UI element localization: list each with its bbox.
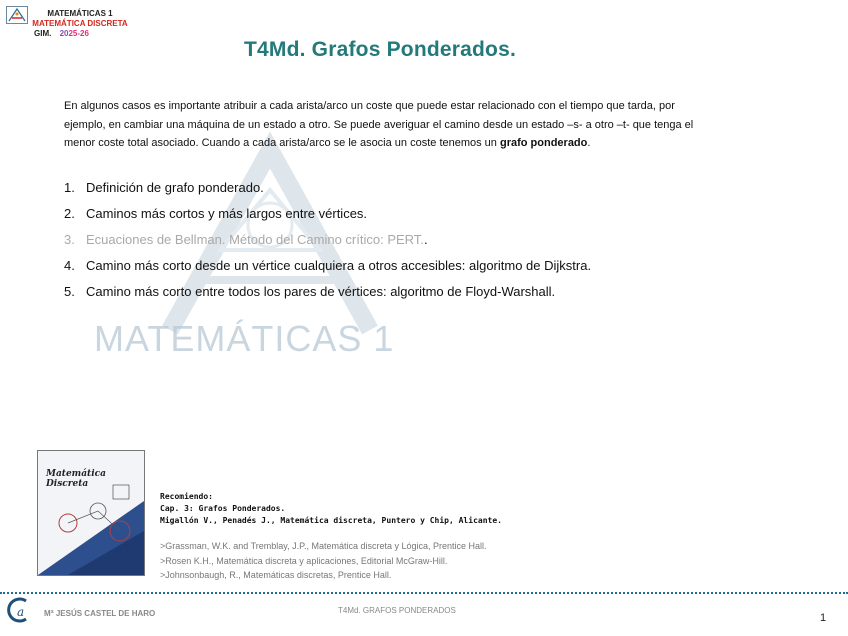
list-item: 2. Caminos más cortos y más largos entre vértices. (64, 206, 368, 221)
recommendation (160, 491, 502, 527)
course-logo (6, 6, 28, 24)
reference-item: >Johnsonbaugh, R., Matemáticas discretas, Prentice Hall. (160, 570, 392, 580)
year-part3: -26 (77, 29, 89, 38)
author-name: Mª JESÚS CASTEL DE HARO (44, 609, 156, 618)
intro-text: En algunos casos es importante atribuir a cada arista/arco un coste que puede estar relacionado con el tiempo que tarda, por ejemplo, en cambiar una máquina de un estado a otro. Se puede averiguar el camino desde un estado –s- a otro –t- que tenga el menor coste total asociado. Cuando a cada arista/arco se le asocia un coste tenemos un (64, 100, 694, 149)
references (160, 539, 487, 583)
course-subject: MATEMÁTICA DISCRETA (32, 19, 128, 28)
intro-paragraph: En algunos casos es importante atribuir a cada arista/arco un coste que puede estar relacionado con el tiempo que tarda, por ejemplo, en cambiar una máquina de un estado a otro. Se puede averiguar el camino desde un estado –s- a otro –t- que tenga el menor coste total asociado. Cuando a cada arista/arco se le asocia un coste tenemos un grafo ponderado. (64, 100, 694, 149)
reference-item: >Rosen K.H., Matemática discreta y aplicaciones, Editorial McGraw-Hill. (160, 555, 448, 566)
book-cover (37, 450, 145, 576)
intro-bold-term: grafo ponderado (499, 137, 588, 149)
recommendation-label: Recomiendo: (160, 492, 213, 501)
footer-topic: T4Md. GRAFOS PONDERADOS (338, 606, 456, 615)
year-part2: 25 (68, 29, 78, 38)
page-number: 1 (820, 612, 827, 624)
list-item: 1. Definición de grafo ponderado. (64, 180, 264, 195)
svg-text:a: a (17, 605, 25, 619)
list-item: 5. Camino más corto entre todos los pares de vértices: algoritmo de Floyd-Warshall. (64, 284, 556, 299)
book-title: Matemática Discreta (46, 469, 106, 489)
watermark-text: MATEMÁTICAS 1 (94, 318, 395, 359)
topic-list (64, 180, 591, 310)
year-part1: 20 (59, 29, 69, 38)
course-header (30, 9, 130, 39)
recommendation-chapter: Cap. 3: Grafos Ponderados. (160, 504, 286, 513)
list-item: 3. Ecuaciones de Bellman. Método del Camino crítico: PERT.. (64, 232, 428, 247)
course-degree: GIM. 2025-26 (34, 29, 89, 38)
reference-item: >Grassman, W.K. and Tremblay, J.P., Matemática discreta y Lógica, Prentice Hall. (160, 541, 487, 551)
course-name: MATEMÁTICAS 1 (47, 9, 113, 18)
slide-title: T4Md. Grafos Ponderados. (243, 38, 516, 61)
list-item: 4. Camino más corto desde un vértice cualquiera a otros accesibles: algoritmo de Dijkstra. (64, 258, 592, 273)
university-logo (6, 596, 34, 624)
footer-divider (0, 592, 848, 594)
recommendation-book: Migallón V., Penadés J., Matemática discreta, Puntero y Chip, Alicante. (160, 516, 502, 525)
